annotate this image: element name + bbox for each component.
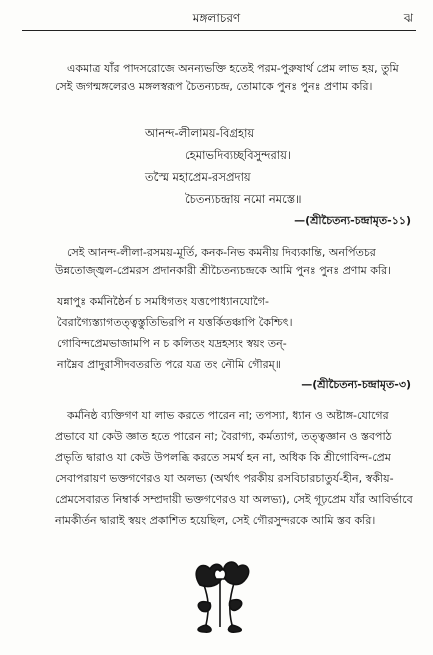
verse-1	[145, 122, 301, 210]
verse-1-line-1: আনন্দ-লীলাময়-বিগ্রহায়	[145, 126, 255, 140]
page-number: ঝ	[403, 11, 413, 25]
verse-2-line-4: নাম্নৈব প্রাদুরাসীদবতরতি পরে যত্র তং নৌমি গৌরম্॥	[57, 358, 281, 371]
verse-1-line-3: তস্মৈ মহাপ্রেম-রসপ্রদায়	[145, 170, 251, 184]
verse-2	[57, 291, 293, 375]
verse-1-line-4: চৈতন্যচন্দ্রায় নমো নমস্তে॥	[185, 192, 302, 206]
verse-1-citation: —(শ্রীচৈতন্য-চন্দ্রামৃত-১১)	[294, 214, 411, 227]
verse-2-line-1: যন্নাপুঃ কর্মনিষ্ঠৈর্ন চ সমধিগতং যত্তপোধ্যানযোগৈ-	[57, 295, 269, 308]
paragraph-1-text: একমাত্র যাঁর পাদসরোজে অনন্যভক্তি হতেই পরম-পুরুষার্থ প্রেম লাভ হয়, তুমি সেই জগন্মঙ্গলেরও মঙ্গলস্বরূপ চৈতন্যচন্দ্র, তোমাকে পুনঃ পুনঃ প্রণাম করি।	[55, 62, 399, 93]
paragraph-3	[55, 405, 415, 531]
header-rule	[22, 30, 416, 31]
running-title: মঙ্গলাচরণ	[192, 11, 241, 25]
verse-2-line-3: গোবিন্দপ্রেমভাজামপি ন চ কলিতং যদ্রহস্যং স্বয়ং তন্-	[57, 337, 287, 350]
verse-1-line-2: হেমাভদিব্যচ্ছবিসুন্দরায়।	[185, 148, 292, 162]
verse-2-citation: —(শ্রীচৈতন্য-চন্দ্রামৃত-৩)	[301, 378, 411, 391]
paragraph-2-text: সেই আনন্দ-লীলা-রসময়-মূর্তি, কনক-নিভ কমনীয় দিব্যকান্তি, অনর্পিতচর উন্নতোজ্জ্বল-প্রেমরস প্রদানকারী শ্রীচৈতন্যচন্দ্রকে আমি পুনঃ পুনঃ প্রণাম করি।	[55, 246, 392, 277]
flower-ornament-icon	[180, 555, 262, 635]
paragraph-2	[55, 244, 415, 280]
paragraph-1	[55, 60, 415, 96]
page-header	[0, 10, 433, 28]
paragraph-3-text: কর্মনিষ্ঠ ব্যক্তিগণ যা লাভ করতে পারেন না; তপস্যা, ধ্যান ও অষ্টাঙ্গ-যোগের প্রভাবে যা কেউ জ্ঞাত হতে পারেন না; বৈরাগ্য, কর্মত্যাগ, তত্ত্বজ্ঞান ও স্তবপাঠ প্রভৃতি দ্বারাও যা কেউ উপলব্ধি করতে সমর্থ হন না, অধিক কি শ্রীগোবিন্দ-প্রেম সেবাপরায়ণ ভক্তগণেরও যা অলভ্য (অর্থাৎ পরকীয় রসবিচারচাতুর্য-হীন, স্বকীয়-প্রেমসেবারত নিম্বার্ক সম্প্রদায়ী ভক্তগণেরও যা অলভ্য), সেই গূঢ়প্রেম যাঁর আবির্ভাবে নামকীর্তন দ্বারাই স্বয়ং প্রকাশিত হয়েছিল, সেই গৌরসুন্দরকে আমি স্তব করি।	[55, 409, 413, 527]
verse-2-line-2: বৈরাগ্যৈস্ত্যাগতত্ত্বস্তুতিভিরপি ন যত্তর্কিতঞ্চাপি কৈশ্চিৎ।	[57, 316, 293, 329]
